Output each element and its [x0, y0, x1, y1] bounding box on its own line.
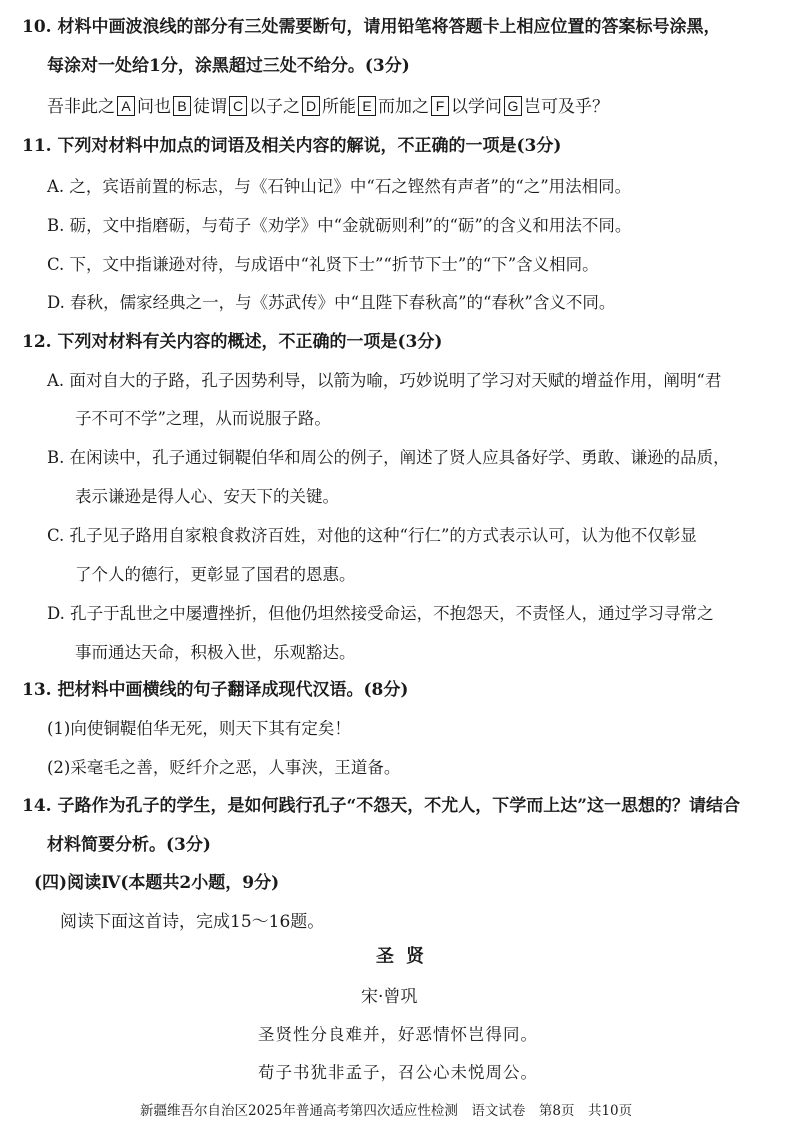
q10-segment: 岂可及乎？ [524, 97, 609, 117]
answer-mark-g: G [504, 96, 522, 116]
q10-segment: 徒谓 [193, 97, 227, 117]
page-footer: 新疆维吾尔自治区2025年普通高考第四次适应性检测 语文试卷 第8页 共10页 [140, 1103, 633, 1119]
q12-option-d-line1: D. 孔子于乱世之中屡遭挫折，但他仍坦然接受命运，不抱怨天，不责怪人，通过学习寻常之 [47, 604, 714, 623]
answer-mark-c: C [229, 96, 247, 116]
answer-mark-d: D [302, 96, 320, 116]
q11-option-a: A. 之，宾语前置的标志，与《石钟山记》中“石之铿然有声者”的“之”用法相同。 [47, 177, 632, 196]
poem-title: 圣贤 [376, 946, 436, 967]
q12-option-a-line1: A. 面对自大的子路，孔子因势利导，以箭为喻，巧妙说明了学习对天赋的增益作用，阐明“君 [47, 371, 722, 390]
q10-stem-line2: 每涂对一处给1分，涂黑超过三处不给分。(3分) [47, 56, 410, 76]
q13-stem: 13. 把材料中画横线的句子翻译成现代汉语。(8分) [22, 680, 409, 700]
poem-line-2: 荀子书犹非孟子，召公心未悦周公。 [258, 1063, 538, 1082]
answer-mark-b: B [173, 96, 191, 116]
answer-mark-f: F [431, 96, 449, 116]
poem-line-1: 圣贤性分良难并，好恶情怀岂得同。 [258, 1025, 538, 1044]
q11-option-b: B. 砺，文中指磨砺，与荀子《劝学》中“金就砺则利”的“砺”的含义和用法不同。 [47, 216, 632, 235]
q13-sentence-2: (2)采毫毛之善，贬纤介之恶，人事浃，王道备。 [47, 758, 401, 777]
q11-stem: 11. 下列对材料中加点的词语及相关内容的解说，不正确的一项是(3分) [22, 136, 562, 156]
q12-option-a-line2: 子不可不学”之理，从而说服子路。 [75, 409, 331, 428]
q14-stem-line2: 材料简要分析。(3分) [47, 835, 211, 855]
q11-option-d: D. 春秋，儒家经典之一，与《苏武传》中“且陛下春秋高”的“春秋”含义不同。 [47, 293, 616, 312]
q10-segment: 以学问 [451, 97, 502, 117]
poem-author: 宋·曾巩 [361, 987, 418, 1007]
q10-segment: 问也 [137, 97, 171, 117]
q10-segment: 以子之 [249, 97, 300, 117]
answer-mark-a: A [117, 96, 135, 116]
q10-stem-line1: 10. 材料中画波浪线的部分有三处需要断句，请用铅笔将答题卡上相应位置的答案标号涂黑， [22, 17, 721, 37]
q10-segment: 吾非此之 [47, 97, 115, 117]
q12-option-d-line2: 事而通达天命，积极入世，乐观豁达。 [75, 643, 356, 662]
q12-stem: 12. 下列对材料有关内容的概述，不正确的一项是(3分) [22, 332, 443, 352]
q12-option-c-line2: 了个人的德行，更彰显了国君的恩惠。 [75, 565, 356, 584]
q12-option-c-line1: C. 孔子见子路用自家粮食救济百姓，对他的这种“行仁”的方式表示认可，认为他不仅彰显 [47, 526, 697, 545]
q11-option-c: C. 下，文中指谦逊对待，与成语中“礼贤下士”“折节下士”的“下”含义相同。 [47, 255, 599, 274]
answer-mark-e: E [358, 96, 376, 116]
q10-sentence [47, 96, 609, 118]
q10-segment: 所能 [322, 97, 356, 117]
section-heading: (四)阅读Ⅳ(本题共2小题，9分) [34, 873, 280, 893]
q13-sentence-1: (1)向使铜鞮伯华无死，则天下其有定矣！ [47, 719, 351, 738]
q14-stem-line1: 14. 子路作为孔子的学生，是如何践行孔子“不怨天，不尤人，下学而上达”这一思想的？请结合 [22, 796, 741, 816]
section-intro: 阅读下面这首诗，完成15～16题。 [60, 912, 325, 932]
q12-option-b-line2: 表示谦逊是得人心、安天下的关键。 [75, 487, 339, 506]
q10-segment: 而加之 [378, 97, 429, 117]
q12-option-b-line1: B. 在闲读中，孔子通过铜鞮伯华和周公的例子，阐述了贤人应具备好学、勇敢、谦逊的品质， [47, 448, 730, 467]
